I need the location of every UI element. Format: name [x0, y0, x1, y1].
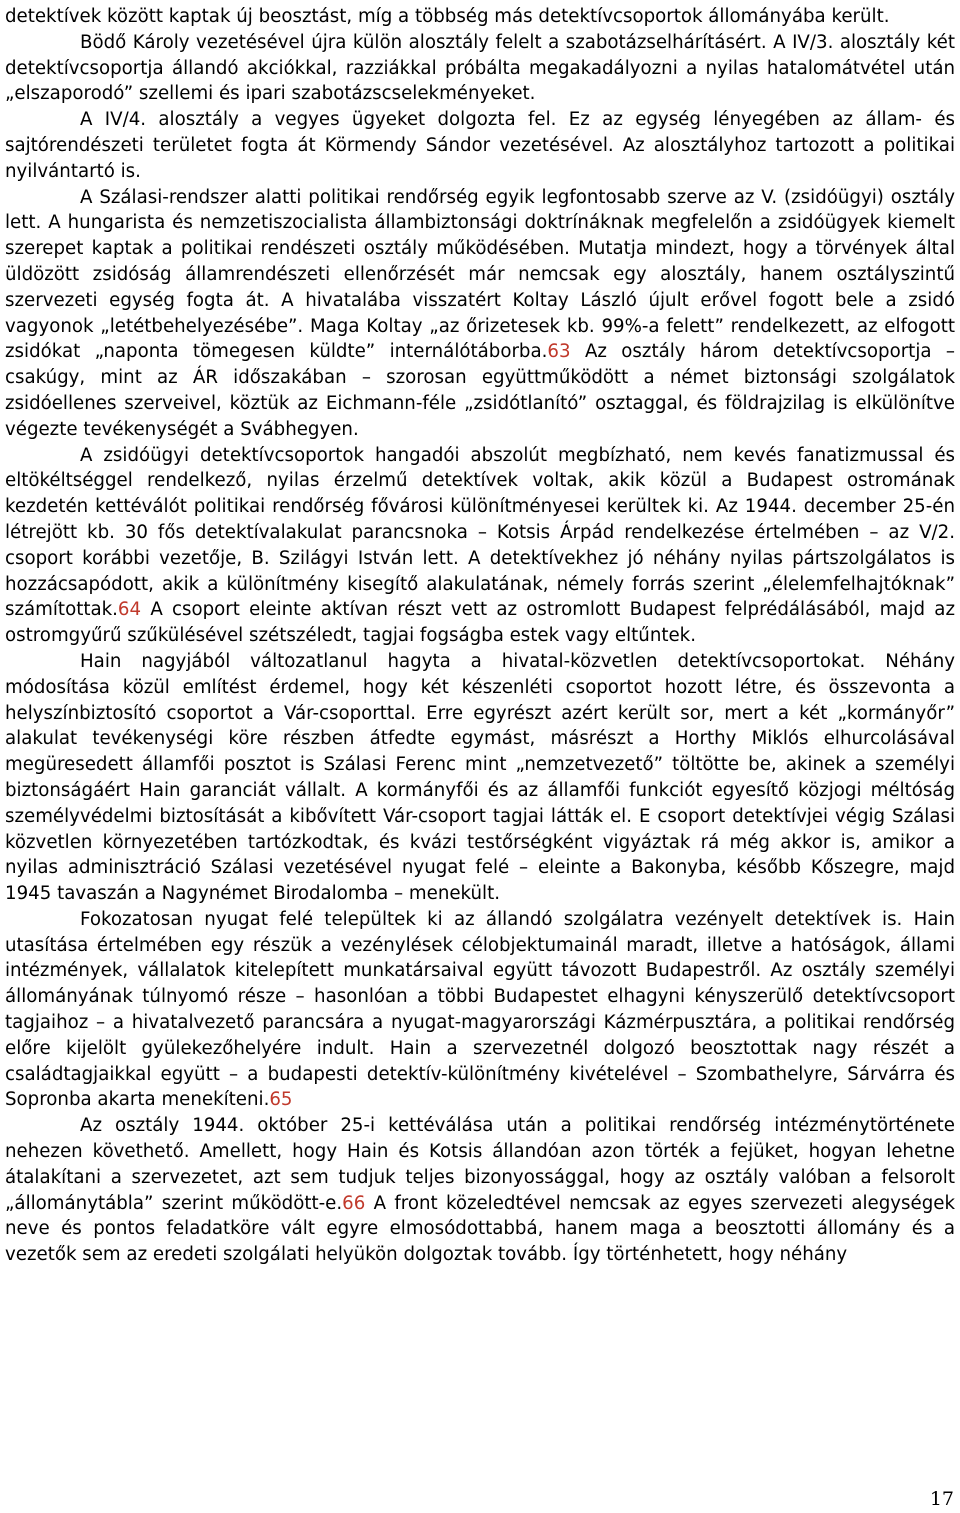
- paragraph-text: Fokozatosan nyugat felé települtek ki az állandó szolgálatra vezényelt detektívek is. Hain utasítása értelmében egy részük a vezénylések célobjektumainál maradt, illetve a hatóságok, állami intézmények, vállalatok kitelepített munkatársaival együtt távozott Budapestről. Az osztály személyi állományának túlnyomó része – hasonlóan a többi Budapestet elhagyni kényszerülő detektívcsoport tagjaihoz – a hivatalvezető parancsára a nyugat-magyarországi Kázmérpusztára, a politikai rendőrség előre kijelölt gyülekezőhelyére indult. Hain a szervezetnél dolgozó beosztottak nagy részét a családtagjaikkal együtt – a budapesti detektív-különítmény kivételével – Szombathelyre, Sárvárra és Sopronba akarta menekíteni.: [5, 908, 955, 1111]
- paragraph-text: A Szálasi-rendszer alatti politikai rendőrség egyik legfontosabb szerve az V. (zsidóügyi) osztály lett. A hungarista és nemzetiszocialista állambiztonsági doktrínáknak megfelelőn a zsidóügyek kiemelt szerepet kaptak a politikai rendészeti osztály működésében. Mutatja mindezt, hogy a törvények által üldözött zsidóság államrendészeti ellenőrzését már nemcsak egy alosztály, hanem osztályszintű szervezeti egység fogta át. A hivatalába visszatért Koltay László újult erővel fogott bele a zsidó vagyonok „letétbehelyezésébe”. Maga Koltay „az őrizetesek kb. 99%-a felett” rendelkezett, az elfogott zsidókat „naponta tömegesen küldte” internálótáborba.: [5, 186, 955, 363]
- document-body: [5, 4, 955, 1268]
- paragraph: [5, 443, 955, 649]
- paragraph: [5, 649, 955, 907]
- paragraph: [5, 1113, 955, 1268]
- footnote-reference[interactable]: 63: [547, 341, 571, 363]
- paragraph: [5, 907, 955, 1113]
- paragraph-text: A csoport eleinte aktívan részt vett az ostromlott Budapest felprédálásából, majd az ostromgyűrű szűkülésével szétszéledt, tagjai fogságba estek vagy eltűntek.: [5, 599, 955, 647]
- paragraph-text: A zsidóügyi detektívcsoportok hangadói abszolút megbízható, nem kevés fanatizmussal és eltökéltséggel rendelkező, nyilas érzelmű detektívek voltak, akik közül a Budapest ostromának kezdetén kettéválót politikai rendőrség fővárosi különítményesei kerültek ki. Az 1944. december 25-én létrejött kb. 30 fős detektívalakulat parancsnoka – Kotsis Árpád rendelkezése értelmében – az V/2. csoport korábbi vezetője, B. Szilágyi István lett. A detektívekhez jó néhány nyilas pártszolgálatos is hozzácsapódott, akik a különítmény kisegítő alakulatának, némely forrás szerint „élelemfelhajtóknak” számítottak.: [5, 444, 955, 621]
- paragraph: [5, 30, 955, 107]
- page-number: 17: [929, 1488, 954, 1510]
- footnote-reference[interactable]: 65: [269, 1089, 293, 1111]
- paragraph-text: Az osztály három detektívcsoportja – csakúgy, mint az ÁR időszakában – szorosan együttműködött a német biztonsági szolgálatok zsidóellenes szerveivel, köztük az Eichmann-féle „zsidótlanító” osztaggal, és földrajzilag is elkülönítve végezte tevékenységét a Svábhegyen.: [5, 341, 955, 440]
- paragraph-text: detektívek között kaptak új beosztást, míg a többség más detektívcsoportok állományába került.: [5, 6, 890, 27]
- footnote-reference[interactable]: 66: [342, 1192, 366, 1214]
- paragraph: [5, 107, 955, 184]
- paragraph-text: A front közeledtével nemcsak az egyes szervezeti alegységek neve és pontos feladatköre vált egyre elmosódottabbá, hanem maga a beosztotti állomány és a vezetők sem az eredeti szolgálati helyükön dolgoztak tovább. Így történhetett, hogy néhány: [5, 1192, 955, 1266]
- paragraph-text: Az osztály 1944. október 25-i kettéválása után a politikai rendőrség intézménytörténete nehezen követhető. Amellett, hogy Hain és Kotsis állandóan azon törték a fejüket, hogyan lehetne átalakítani a szervezetet, azt sem tudjuk teljes bizonyossággal, hogy az osztály valóban a felsorolt „állománytábla” szerint működött-e.: [5, 1115, 955, 1214]
- paragraph: [5, 4, 955, 30]
- paragraph-text: Hain nagyjából változatlanul hagyta a hivatal-közvetlen detektívcsoportokat. Néhány módosítása közül említést érdemel, hogy két készenléti csoportot hozott létre, és összevonta a helyszínbiztosító csoportot a Vár-csoporttal. Erre egyrészt azért került sor, mert a két „kormányőr” alakulat tevékenységi köre részben átfedte egymást, másrészt a Horthy Miklós elhurcolásával megüresedett államfői posztot is Szálasi Ferenc mint „nemzetvezető” töltötte be, akinek a személyi biztonságáért Hain garanciát vállalt. A kormányfői és az államfői funkciót egyesítő közjogi méltóság személyvédelmi biztosítását a kibővített Vár-csoport tagjai látták el. E csoport detektívjei végig Szálasi közvetlen környezetében tartózkodtak, és kvázi testőrségként vigyáztak rá még akkor is, amikor a nyilas adminisztráció Szálasi vezetésével nyugat felé – eleinte a Bakonyba, később Kőszegre, majd 1945 tavaszán a Nagynémet Birodalomba – menekült.: [5, 650, 955, 905]
- paragraph-text: Bödő Károly vezetésével újra külön alosztály felelt a szabotázselhárításért. A IV/3. alosztály két detektívcsoportja állandó akciókkal, razziákkal próbálta megakadályozni a nyilas hatalomátvétel után „elszaporodó” szellemi és ipari szabotázscselekményeket.: [5, 31, 955, 105]
- paragraph: [5, 185, 955, 443]
- paragraph-text: A IV/4. alosztály a vegyes ügyeket dolgozta fel. Ez az egység lényegében az állam- és sajtórendészeti területet fogta át Körmendy Sándor vezetésével. Az alosztályhoz tartozott a politikai nyilvántartó is.: [5, 109, 955, 182]
- footnote-reference[interactable]: 64: [117, 599, 142, 621]
